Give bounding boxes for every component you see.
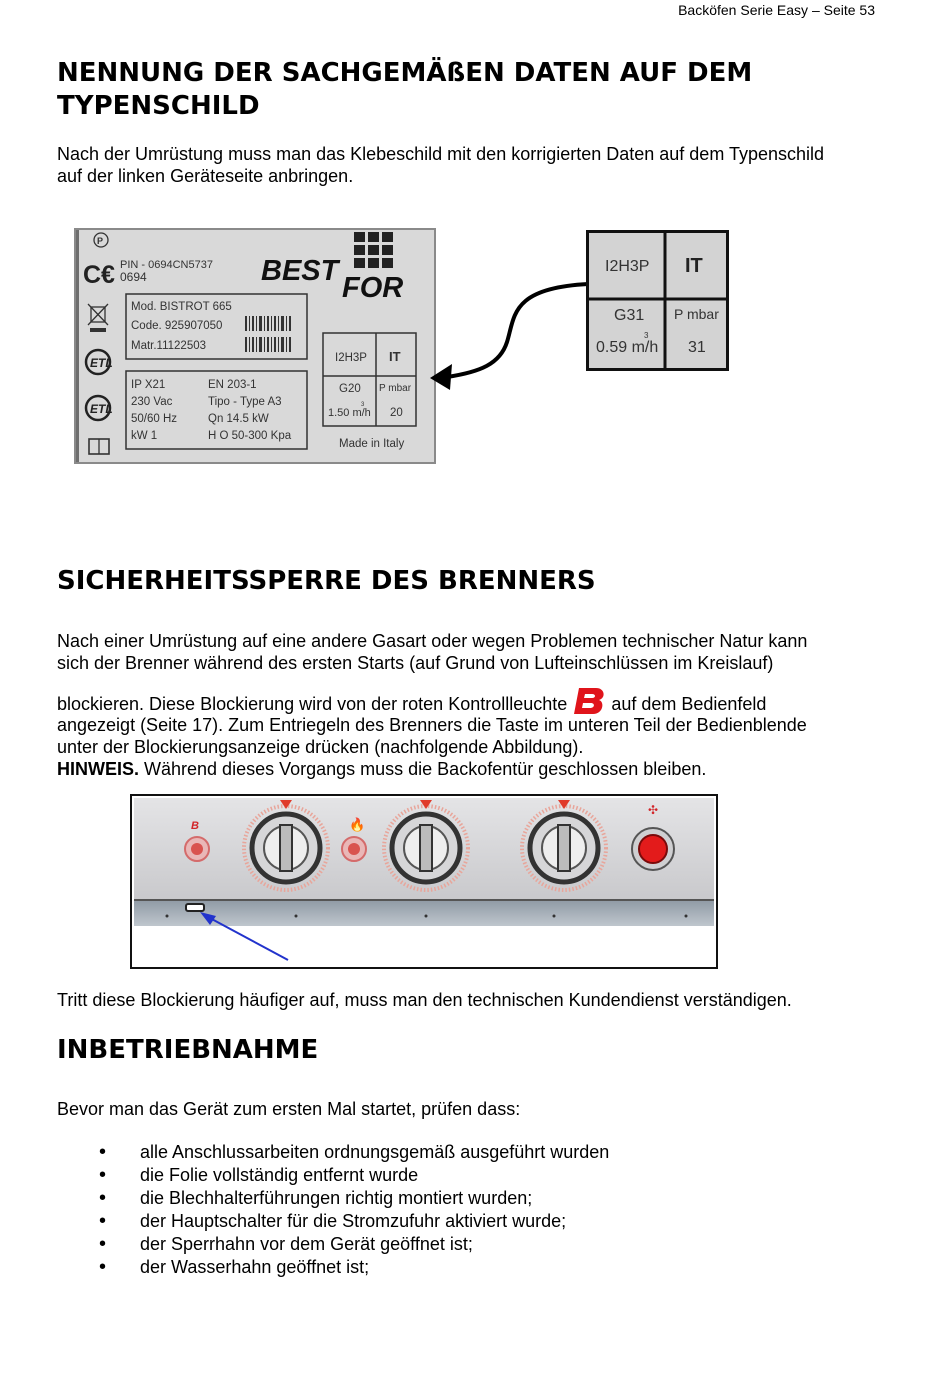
s2-line-5: unter der Blockierungsanzeige drücken (nachfolgende Abbildung). bbox=[57, 737, 584, 757]
control-panel-figure bbox=[130, 794, 718, 969]
plate-voltage: 230 Vac bbox=[131, 396, 173, 408]
plate-gas-category: I2H3P bbox=[335, 352, 367, 364]
plate-serial: Matr.11122503 bbox=[131, 340, 207, 352]
plate-ip: IP X21 bbox=[131, 379, 166, 391]
svg-text:3: 3 bbox=[361, 402, 365, 408]
red-b-lock-indicator-icon bbox=[572, 686, 606, 716]
fan-icon: ✣ bbox=[648, 803, 659, 817]
sticker-pressure-label: P mbar bbox=[674, 306, 719, 322]
svg-text:3: 3 bbox=[644, 331, 649, 340]
curved-arrow-icon bbox=[425, 272, 595, 392]
s2-line-1: Nach einer Umrüstung auf eine andere Gasart oder wegen Problemen technischer Natur kann bbox=[57, 631, 808, 651]
svg-text:ETL: ETL bbox=[90, 356, 113, 370]
section-title-inbetriebnahme: INBETRIEBNAHME bbox=[57, 1035, 319, 1065]
plate-gas-type: G20 bbox=[339, 383, 361, 395]
correction-sticker-figure bbox=[586, 230, 729, 371]
para-line-1: Nach der Umrüstung muss man das Klebeschild mit den korrigierten Daten auf dem Typenschild bbox=[57, 144, 825, 164]
section-title-typenschild bbox=[57, 57, 752, 123]
paragraph-intro: Bevor man das Gerät zum ersten Mal startet, prüfen dass: bbox=[57, 1099, 521, 1119]
plate-country: IT bbox=[389, 349, 401, 364]
title-line-1: NENNUNG DER SACHGEMÄßEN DATEN AUF DEM bbox=[57, 58, 753, 88]
s2-line-4: angezeigt (Seite 17). Zum Entriegeln des Brenners die Taste im unteren Teil der Bedienblende bbox=[57, 715, 807, 735]
flame-icon: 🔥 bbox=[349, 817, 366, 832]
section-title-sicherheitssperre: SICHERHEITSSPERRE DES BRENNERS bbox=[57, 566, 596, 596]
plate-standard: EN 203-1 bbox=[208, 379, 257, 391]
plate-water: H O 50-300 Kpa bbox=[208, 430, 292, 442]
panel-b-label-icon: B bbox=[191, 820, 199, 832]
ce-mark-icon: C€ bbox=[83, 261, 115, 289]
para-line-2: auf der linken Geräteseite anbringen. bbox=[57, 166, 354, 186]
note-label: HINWEIS. bbox=[57, 759, 140, 779]
plate-pressure: 20 bbox=[390, 407, 403, 419]
svg-text:ETL: ETL bbox=[90, 402, 113, 416]
rating-plate-figure bbox=[74, 228, 436, 464]
sticker-gas-type: G31 bbox=[614, 307, 645, 324]
brand-best: BEST bbox=[261, 255, 339, 287]
s2-line-3 bbox=[57, 686, 807, 716]
sticker-country: IT bbox=[685, 255, 703, 277]
list-item: • alle Anschlussarbeiten ordnungsgemäß ausgeführt wurden bbox=[57, 1141, 877, 1164]
plate-model: Mod. BISTROT 665 bbox=[131, 301, 232, 313]
plate-code: Code. 925907050 bbox=[131, 320, 223, 332]
plate-type: Tipo - Type A3 bbox=[208, 396, 282, 408]
plate-flow: 1.50 m/h bbox=[328, 407, 371, 419]
list-item: • der Hauptschalter für die Stromzufuhr aktiviert wurde; bbox=[57, 1210, 877, 1233]
paragraph-sicherheitssperre bbox=[57, 630, 807, 780]
list-item: • die Blechhalterführungen richtig montiert wurden; bbox=[57, 1187, 877, 1210]
svg-text:P: P bbox=[97, 236, 104, 246]
sticker-pressure: 31 bbox=[688, 339, 706, 356]
plate-qn: Qn 14.5 kW bbox=[208, 413, 269, 425]
list-item: • der Wasserhahn geöffnet ist; bbox=[57, 1256, 877, 1279]
brand-logo-icon bbox=[354, 232, 393, 268]
brand-for: FOR bbox=[342, 272, 404, 304]
plate-pressure-label: P mbar bbox=[379, 383, 412, 394]
s2-line-3-before: blockieren. Diese Blockierung wird von der roten Kontrollleuchte bbox=[57, 694, 568, 714]
note-text: Während dieses Vorgangs muss die Backofentür geschlossen bleiben. bbox=[139, 759, 707, 779]
plate-notified-body: 0694 bbox=[120, 270, 147, 284]
s2-note bbox=[57, 758, 807, 780]
list-item: • die Folie vollständig entfernt wurde bbox=[57, 1164, 877, 1187]
plate-made-in: Made in Italy bbox=[339, 438, 405, 450]
s2-line-2: sich der Brenner während des ersten Starts (auf Grund von Lufteinschlüssen im Kreislauf) bbox=[57, 653, 774, 673]
sticker-gas-category: I2H3P bbox=[605, 258, 650, 275]
plate-pin: PIN - 0694CN5737 bbox=[120, 259, 213, 271]
burner-reset-button bbox=[186, 904, 204, 911]
s2-line-3-after: auf dem Bedienfeld bbox=[611, 694, 767, 714]
paragraph-typenschild bbox=[57, 143, 824, 187]
checklist bbox=[57, 1141, 877, 1279]
running-header: Backöfen Serie Easy – Seite 53 bbox=[678, 2, 875, 18]
plate-frequency: 50/60 Hz bbox=[131, 413, 178, 425]
title-line-2: TYPENSCHILD bbox=[57, 91, 260, 121]
list-item: • der Sperrhahn vor dem Gerät geöffnet ist; bbox=[57, 1233, 877, 1256]
sticker-flow: 0.59 m/h bbox=[596, 339, 659, 356]
paragraph-after-figure: Tritt diese Blockierung häufiger auf, muss man den technischen Kundendienst verständigen. bbox=[57, 990, 792, 1010]
plate-power: kW 1 bbox=[131, 430, 158, 442]
